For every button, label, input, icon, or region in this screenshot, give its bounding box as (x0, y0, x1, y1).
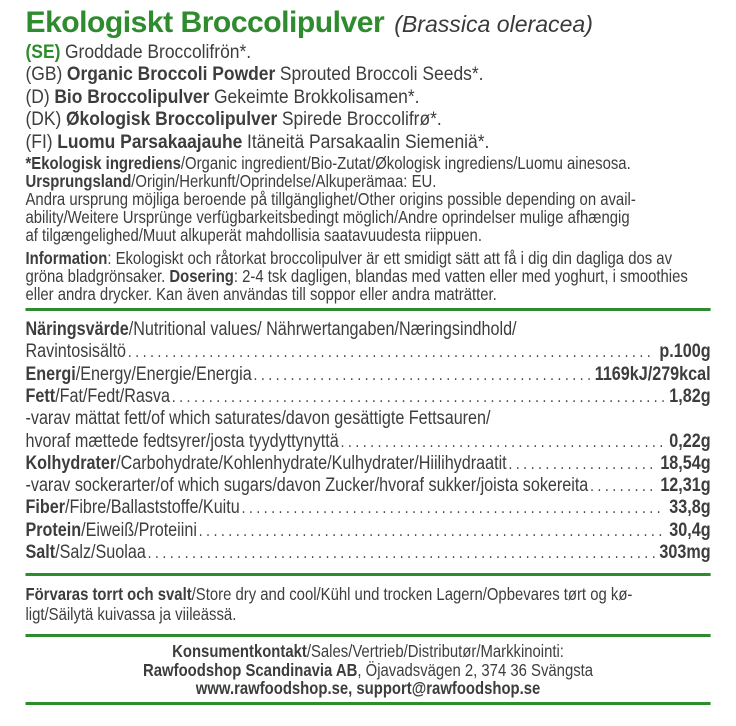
dot-leader (508, 453, 655, 475)
organic-ingredient-label: *Ekologisk ingrediens (25, 153, 181, 174)
protein-value: 30,4g (669, 519, 711, 541)
language-code-dk: (DK) (25, 109, 62, 131)
divider-line (26, 702, 711, 705)
nutrient-translations: /Salz/Suolaa (55, 542, 146, 563)
language-line-fi (26, 132, 736, 154)
storage-translations: /Store dry and cool/Kühl und trocken Lagern/Opbevares tørt og kø- (191, 584, 633, 605)
dot-leader (199, 520, 665, 542)
nutrient-translations: /Carbohydrate/Kohlenhydrate/Kulhydrater/Hiilihydraatit (116, 452, 507, 474)
origin-translations: /Origin/Herkunft/Oprindelse/Alkuperämaa: EU. (131, 171, 437, 192)
salt-value: 303mg (659, 542, 711, 563)
organic-ingredient-translations: /Organic ingredient/Bio-Zutat/Økologisk ingrediens/Luomu ainesosa. (180, 153, 631, 174)
product-desc-fi: Itäneitä Parsakaalin Siemeniä*. (246, 131, 490, 153)
dot-leader (253, 364, 589, 386)
language-code-se: (SE) (25, 42, 61, 63)
nutrition-row-energy (26, 364, 711, 386)
product-name-gb: Organic Broccoli Powder (66, 64, 276, 86)
product-desc-d: Gekeimte Brokkolisamen*. (213, 86, 420, 108)
product-name-d: Bio Broccolipulver (54, 86, 210, 108)
product-desc-gb: Sprouted Broccoli Seeds*. (279, 64, 484, 86)
product-name-fi: Luomu Parsakaajauhe (57, 131, 243, 153)
product-title: Ekologiskt Broccolipulver (25, 6, 385, 39)
divider-line (26, 634, 711, 637)
contact-label: Konsumentkontakt (172, 641, 307, 662)
storage-line-1 (26, 584, 711, 604)
product-name-dk: Økologisk Broccolipulver (65, 109, 278, 131)
language-code-gb: (GB) (25, 64, 63, 86)
contact-roles: /Sales/Vertrieb/Distributør/Markkinointi: (306, 641, 564, 662)
storage-line-2: ligt/Säilytä kuivassa ja viileässä. (25, 604, 237, 625)
nutrient-name: Kolhydrater (25, 452, 117, 474)
nutrient-translations: /Eiweiß/Proteiini (81, 519, 197, 541)
nutrition-row-header (26, 319, 711, 341)
product-desc-dk: Spirede Broccolifrø*. (281, 109, 442, 131)
latin-name: (Brassica oleracea) (394, 11, 593, 37)
origin-note-line-2: ability/Weitere Ursprünge verfügbarkeitsbedingt möglich/Andre oprindelser mulige afhængig (25, 207, 630, 228)
nutrient-name: Näringsvärde (25, 319, 129, 341)
company-address: , Öjavadsvägen 2, 374 36 Svängsta (357, 659, 594, 680)
nutrition-row-fat (26, 386, 711, 408)
nutrition-row-carbohydrate (26, 453, 711, 475)
divider-line (26, 308, 711, 311)
product-desc-se: Groddade Broccolifrön*. (64, 42, 252, 63)
nutrition-table (26, 319, 711, 564)
nutrient-translations: -varav mättat fett/of which saturates/davon gesättigte Fettsauren/ (25, 408, 491, 430)
nutrition-row-sugars (26, 475, 711, 497)
nutrient-translations: /Nutritional values/ Nährwertangaben/Næringsindhold/ (128, 319, 517, 341)
carbohydrate-value: 18,54g (660, 452, 711, 474)
fat-value: 1,82g (669, 385, 711, 407)
nutrient-name: Fiber (25, 497, 65, 519)
organic-ingredient-note (26, 154, 711, 172)
dot-leader (148, 542, 655, 564)
nutrition-row-per100g (26, 341, 711, 363)
information-text: : Ekologiskt och råtorkat broccolipulver är ett smidigt sätt att få i dig din dagliga dos av gröna bladgrönsaker. (25, 248, 673, 287)
information-paragraph (26, 249, 689, 303)
language-line-gb (26, 64, 736, 86)
dosage-label: Dosering (169, 266, 234, 287)
language-code-d: (D) (25, 86, 50, 108)
nutrient-translations: /Fat/Fedt/Rasva (55, 385, 170, 407)
origin-label: Ursprungsland (25, 171, 132, 192)
contact-block (26, 642, 711, 698)
nutrient-name: Energi (25, 363, 76, 385)
nutrient-translations: /Energy/Energie/Energia (75, 363, 252, 385)
nutrient-translations: hvoraf mættede fedtsyrer/josta tyydyttynyttä (25, 430, 339, 452)
language-line-se (26, 42, 736, 64)
company-name: Rawfoodshop Scandinavia AB (143, 659, 358, 680)
per-100g-value: p.100g (659, 341, 711, 363)
nutrient-translations: -varav sockerarter/of which sugars/davon Zucker/hvoraf sukker/joista sokereita (25, 475, 589, 497)
divider-line (26, 573, 711, 576)
nutrition-row-saturates-2 (26, 431, 711, 453)
nutrition-row-salt (26, 542, 711, 564)
origin-note-line-3: af tilgængelighed/Muut alkuperät mahdollisia saatavuudesta riippuen. (25, 225, 482, 246)
dot-leader (128, 341, 655, 363)
energy-value: 1169kJ/279kcal (594, 363, 711, 385)
nutrient-name: Protein (25, 519, 82, 541)
language-line-dk (26, 109, 736, 131)
nutrition-row-saturates-1 (26, 408, 711, 430)
sugars-value: 12,31g (660, 475, 711, 497)
storage-instructions (26, 584, 711, 624)
language-line-d (26, 87, 736, 109)
information-label: Information (25, 248, 108, 269)
dot-leader (241, 497, 664, 519)
nutrient-translations: /Fibre/Ballaststoffe/Kuitu (64, 497, 240, 519)
contact-address-line (26, 661, 711, 680)
storage-label: Förvaras torrt och svalt (25, 584, 192, 605)
dot-leader (340, 431, 664, 453)
nutrition-row-fibre (26, 497, 711, 519)
language-code-fi: (FI) (25, 131, 53, 153)
dot-leader (590, 475, 655, 497)
nutrient-name: Salt (25, 542, 56, 563)
product-header (26, 6, 736, 41)
contact-roles-line (26, 642, 711, 661)
dosage-text: : 2-4 tsk dagligen, blandas med vatten eller med yoghurt, i smoothies eller andra drycker. Kan även användas till soppor eller andra maträtter. (25, 266, 688, 305)
nutrient-translations: Ravintosisältö (25, 341, 127, 363)
saturates-value: 0,22g (669, 430, 711, 452)
origin-line (26, 172, 711, 190)
origin-note-line-1: Andra ursprung möjliga beroende på tillgänglighet/Other origins possible depending on avail- (25, 189, 636, 210)
website-email-line: www.rawfoodshop.se, support@rawfoodshop.se (195, 678, 541, 699)
dot-leader (172, 386, 664, 408)
fibre-value: 33,8g (669, 497, 711, 519)
nutrition-row-protein (26, 520, 711, 542)
nutrient-name: Fett (25, 385, 56, 407)
